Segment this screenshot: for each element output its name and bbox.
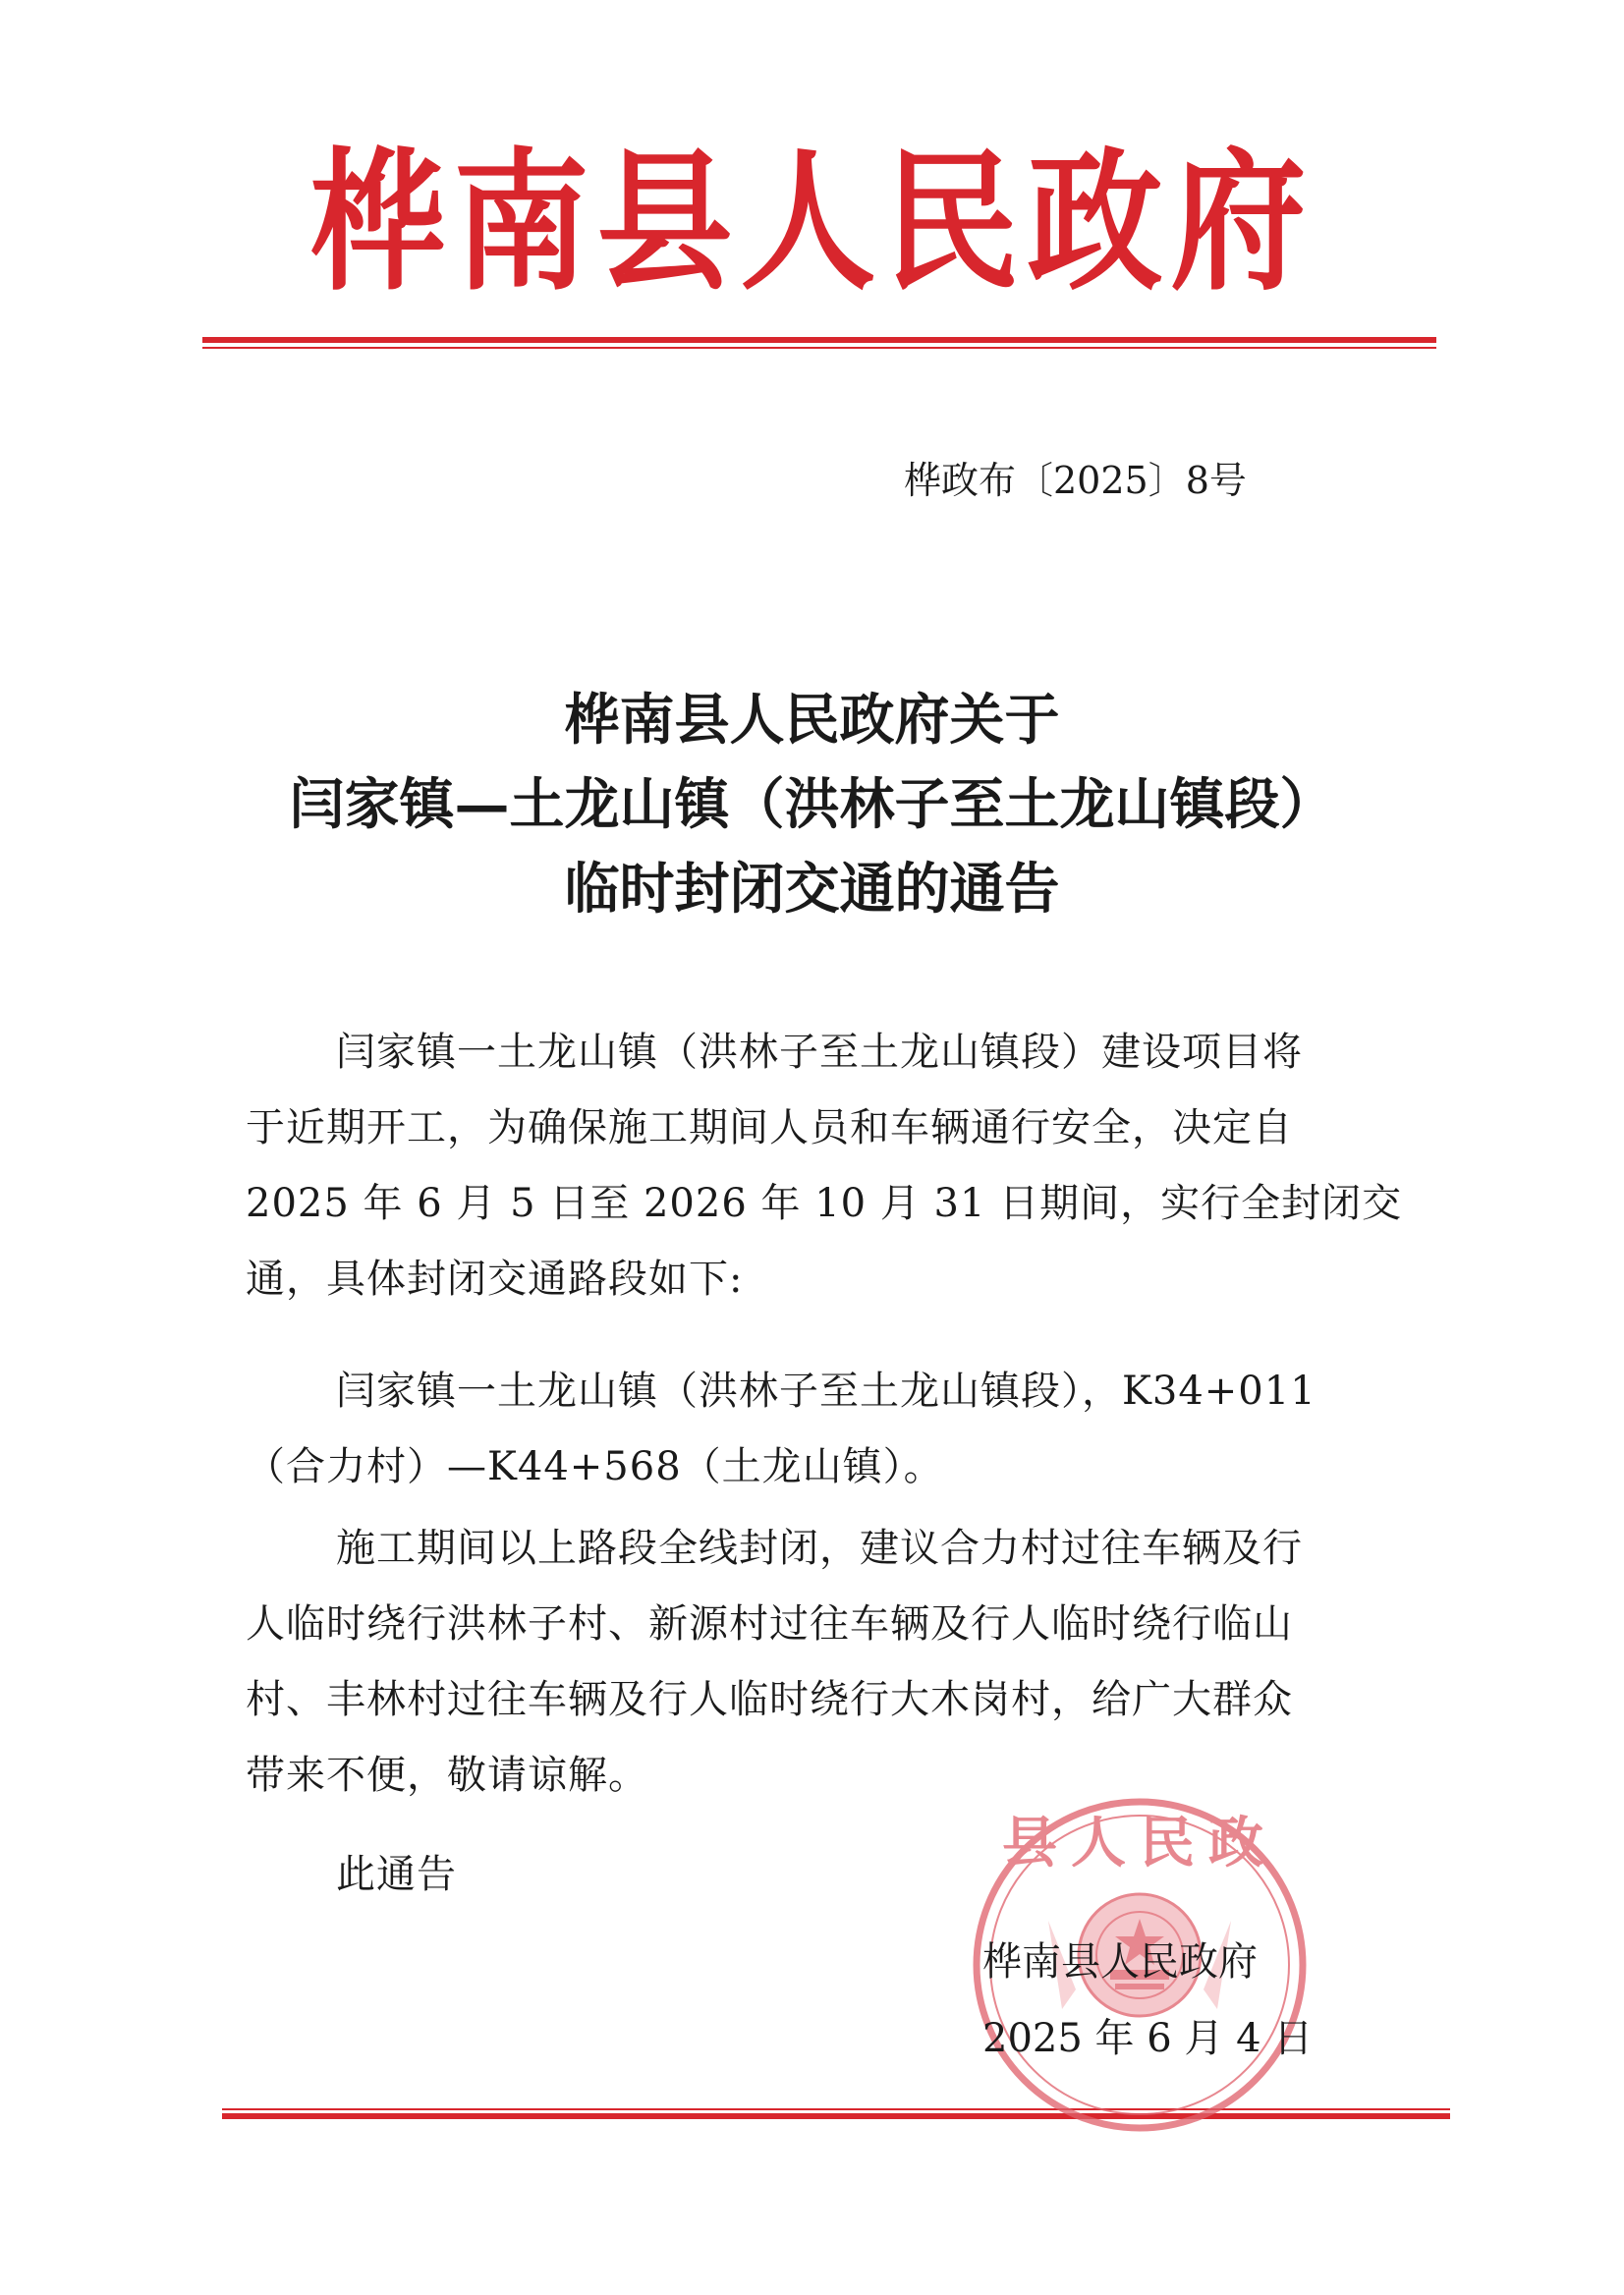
paragraph-line: 人临时绕行洪林子村、新源村过往车辆及行人临时绕行临山: [246, 1601, 1293, 1647]
paragraph-line: 于近期开工，为确保施工期间人员和车辆通行安全，决定自: [246, 1105, 1293, 1150]
document-number: 桦政布〔2025〕8号: [904, 459, 1247, 502]
paragraph-line: 通，具体封闭交通路段如下:: [246, 1257, 744, 1302]
title-line-1: 桦南县人民政府关于: [564, 688, 1060, 753]
paragraph-line: （合力村）—K44+568（土龙山镇）。: [246, 1444, 944, 1489]
title-line-3: 临时封闭交通的通告: [564, 857, 1060, 922]
seal-text: 县人民政: [1002, 1811, 1277, 1875]
paragraph-line: 2025 年 6 月 5 日至 2026 年 10 月 31 日期间，实行全封闭交: [246, 1181, 1403, 1226]
paragraph-3: [246, 1511, 1385, 1814]
paragraph-line: 村、丰林村过往车辆及行人临时绕行大木岗村，给广大群众: [246, 1677, 1293, 1722]
signature-org: 桦南县人民政府: [982, 1939, 1258, 1985]
closing-text: 此通告: [336, 1852, 457, 1897]
letterhead-title: 桦南县人民政府: [309, 134, 1315, 311]
header-rule-thick: [202, 337, 1436, 343]
header-rule-thin: [202, 347, 1436, 349]
paragraph-line: 闫家镇一土龙山镇（洪林子至土龙山镇段）建设项目将: [336, 1030, 1303, 1075]
paragraph-line: 施工期间以上路段全线封闭，建议合力村过往车辆及行: [336, 1526, 1303, 1571]
paragraph-line: 闫家镇一土龙山镇（洪林子至土龙山镇段），K34+011: [336, 1369, 1316, 1414]
paragraph-line: 带来不便，敬请谅解。: [246, 1753, 648, 1798]
paragraph-1: [246, 1015, 1403, 1317]
document-title: [0, 678, 1624, 931]
signature-block: [982, 1924, 1313, 2077]
paragraph-2: [246, 1354, 1385, 1505]
title-line-2: 闫家镇—土龙山镇（洪林子至土龙山镇段）: [289, 772, 1335, 837]
signature-date: 2025 年 6 月 4 日: [982, 2016, 1314, 2061]
